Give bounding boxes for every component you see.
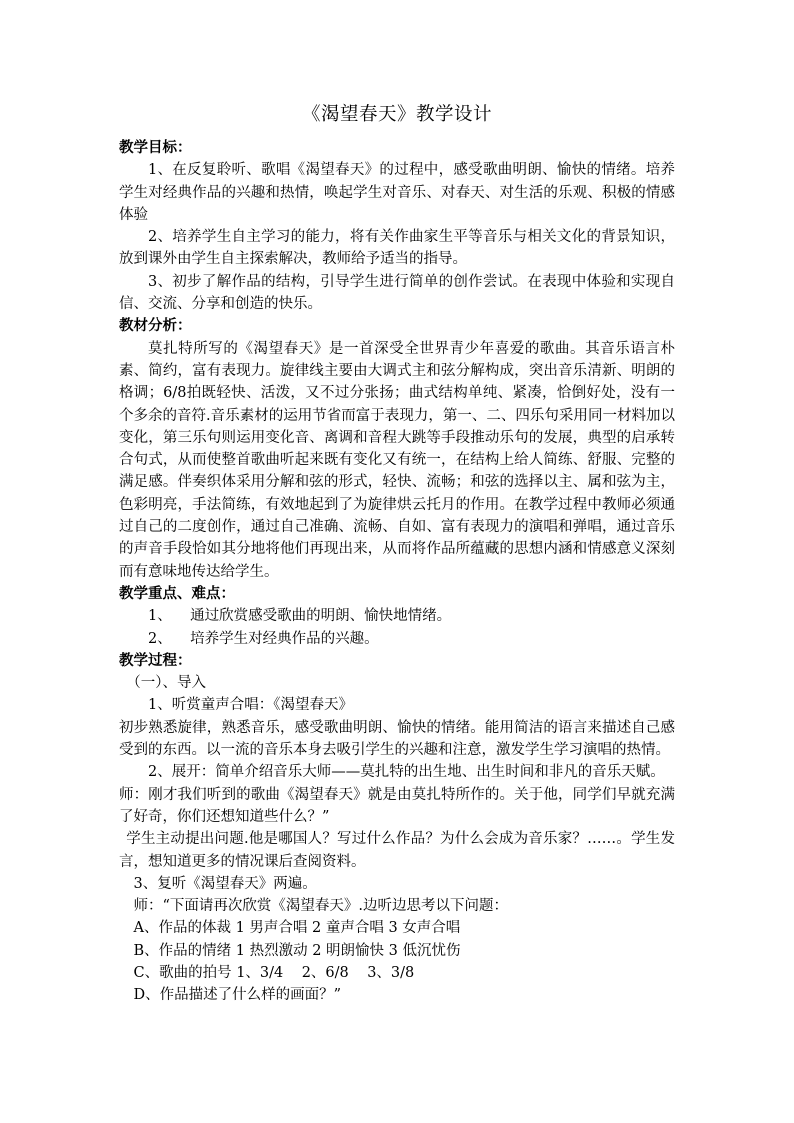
- students-line: 学生主动提出问题.他是哪国人？写过什么作品？为什么会成为音乐家？……。学生发言，想知道更多的情况课后查阅资料。: [119, 831, 675, 870]
- process-heading: 教学过程：: [119, 652, 192, 669]
- document-body: [119, 103, 675, 1007]
- objective-item-1: 1、在反复聆听、歌唱《渴望春天》的过程中，感受歌曲明朗、愉快的情绪。培养学生对经典作品的兴趣和热情，唤起学生对音乐、对春天、对生活的乐观、积极的情感体验: [119, 162, 675, 223]
- option-b: B、作品的情绪 1 热烈激动 2 明朗愉快 3 低沉忧伤: [133, 942, 461, 959]
- process-step-2: 2、展开：简单介绍音乐大师——莫扎特的出生地、出生时间和非凡的音乐天赋。: [148, 764, 665, 781]
- teacher-line-2: 师：“下面请再次欣赏《渴望春天》.边听边思考以下问题：: [133, 898, 509, 915]
- teacher-line-1: 师：刚才我们听到的歌曲《渴望春天》就是由莫扎特所作的。关于他，同学们早就充满了好奇，你们还想知道些什么？”: [119, 786, 675, 825]
- option-a: A、作品的体裁 1 男声合唱 2 童声合唱 3 女声合唱: [133, 920, 461, 937]
- option-d: D、作品描述了什么样的画面？”: [133, 987, 342, 1004]
- process-step-1-text: 初步熟悉旋律，熟悉音乐，感受歌曲明朗、愉快的情绪。能用简洁的语言来描述自己感受到的东西。以一流的音乐本身去吸引学生的兴趣和注意，激发学生学习演唱的热情。: [119, 719, 675, 759]
- analysis-paragraph: 莫扎特所写的《渴望春天》是一首深受全世界青少年喜爱的歌曲。其音乐语言朴素、简约，富有表现力。旋律线主要由大调式主和弦分解构成，突出音乐清新、明朗的格调；6/8拍既轻快、活泼，又不过分张扬；曲式结构单纯、紧凑，恰倒好处，没有一个多余的音符.音乐素材的运用节省而富于表现力，第一、二、四乐句采用同一材料加以变化，第三乐句则运用变化音、离调和音程大跳等手段推动乐句的发展，典型的启承转合句式，从而使整首歌曲听起来既有变化又有统一，在结构上给人简练、舒服、完整的满足感。伴奏织体采用分解和弦的形式，轻快、流畅；和弦的选择以主、属和弦为主，色彩明亮，手法简练，有效地起到了为旋律烘云托月的作用。在教学过程中教师必须通过自己的二度创作，通过自己准确、流畅、自如、富有表现力的演唱和弹唱，通过音乐的声音手段恰如其分地将他们再现出来，从而将作品所蕴藏的思想内涵和情感意义深刻而有意味地传达给学生。: [119, 340, 675, 580]
- analysis-heading: 教材分析：: [119, 318, 192, 335]
- objectives-heading: 教学目标：: [119, 140, 192, 156]
- document-title: 《渴望春天》教学设计: [301, 104, 492, 125]
- focus-item-1: 1、 通过欣赏感受歌曲的明朗、愉快地情绪。: [148, 608, 452, 625]
- process-step-3: 3、复听《渴望春天》两遍。: [133, 875, 317, 892]
- process-step-1: 1、听赏童声合唱：《渴望春天》: [148, 697, 353, 714]
- option-c: C、歌曲的拍号 1、3/4 2、6/8 3、3/8: [133, 964, 415, 981]
- focus-heading: 教学重点、难点：: [119, 585, 235, 602]
- objective-item-2: 2、培养学生自主学习的能力，将有关作曲家生平等音乐与相关文化的背景知识，放到课外由学生自主探索解决，教师给予适当的指导。: [119, 229, 675, 268]
- focus-item-2: 2、 培养学生对经典作品的兴趣。: [148, 630, 379, 647]
- process-section-intro: （一）、导入: [126, 675, 206, 692]
- objective-item-3: 3、初步了解作品的结构，引导学生进行简单的创作尝试。在表现中体验和实现自信、交流、分享和创造的快乐。: [119, 273, 675, 313]
